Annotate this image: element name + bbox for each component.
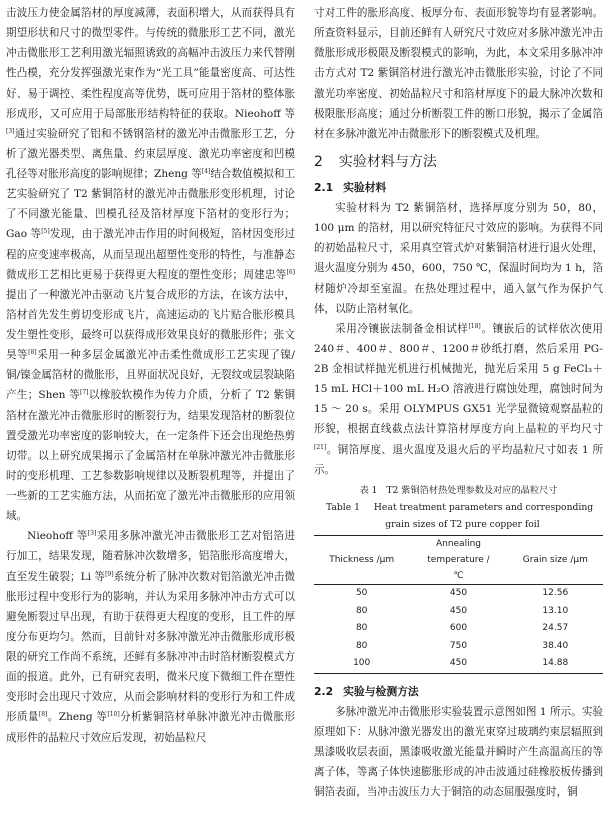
right-column (314, 3, 603, 802)
citation-ref: [5] (41, 228, 50, 236)
citation-ref: [3] (6, 127, 15, 135)
subsection-heading (314, 178, 603, 198)
table-cell: 100 (353, 658, 371, 669)
table-title-line2: grain sizes of T2 pure copper foil (385, 518, 540, 530)
table-label: Table 1 (326, 501, 360, 513)
citation-ref: [8] (28, 349, 37, 357)
table-row (314, 655, 603, 673)
table-header: Thickness /μm (329, 554, 395, 565)
paragraph: Nieohoff 等[3]采用多脉冲激光冲击微胀形工艺对铝箔进行加工，结果发现，随着脉冲次数增多，铝箔胀形高度增大，直至发生破裂；Li 等[9]系统分析了脉冲次数对铝箔激光冲击微胀形过程中变形行为的影响，并认为采用多脉冲冲击方式可以避免断裂过早出现，有助于获得更大程度的变形，且工件的厚度分布更均匀。然而，目前针对多脉冲激光冲击微胀形成形极限的研究工作尚不系统，还鲜有多脉冲冲击时箔材断裂模式方面的报道。此外，已有研究表明，微米尺度下微细工件在塑性变形时会出现尺寸效应，从而会影响材料的变形行为和工件成形质量[8]。Zheng 等[10]分析紫铜箔材单脉冲激光冲击微胀形成形件的晶粒尺寸效应后发现，初始晶粒尺 (6, 530, 295, 744)
table-cell: 450 (449, 658, 468, 669)
citation-ref: [8] (38, 711, 48, 719)
table-caption-en (314, 499, 603, 533)
paragraph: 实验材料为 T2 紫铜箔材，选择厚度分别为 50，80，100 μm 的箔材，用以研究特征尺寸效应的影响。为获得不同的初始晶粒尺寸，采用真空管式炉对紫铜箔材进行退火处理，退火温度分别为 450，600，750 ℃，保温时间均为 1 h，箔材随炉冷却至室温。在热处理过程中，通入氩气作为保护气体，以防止箔材氧化。 (314, 202, 603, 315)
table-cell: 450 (449, 588, 468, 599)
table-label: 表 1 (359, 484, 378, 496)
citation-ref: [6] (286, 268, 295, 276)
citation-ref: [3] (87, 530, 97, 538)
table-cell: 24.57 (542, 623, 569, 634)
table-title-line1: Heat treatment parameters and corresponding (373, 501, 594, 513)
subsection-heading (314, 682, 603, 702)
table-cell: 750 (449, 640, 468, 651)
table-header-row (314, 535, 603, 584)
table-cell: 600 (449, 623, 468, 634)
table-row (314, 620, 603, 638)
citation-ref: [9] (105, 570, 114, 578)
table-cell: 13.10 (542, 605, 569, 616)
left-column (6, 3, 295, 748)
section-number: 2 (314, 153, 323, 170)
table-cell: 50 (355, 588, 368, 599)
paragraph: 多脉冲激光冲击微胀形实验装置示意图如图 1 所示。实验原理如下：从脉冲激光器发出的激光束穿过玻璃约束层辐照到黑漆吸收层表面，黑漆吸收激光能量并瞬时产生高温高压的等离子体，等离子体快速膨胀形成的冲击波通过硅橡胶板传播到铜箔表面，当冲击波压力大于铜箔的动态屈服强度时，铜 (314, 705, 603, 799)
table-cell: 80 (355, 623, 368, 634)
table-header: Grain size /μm (522, 554, 588, 565)
table-cell: 12.56 (542, 588, 569, 599)
table-cell: 450 (449, 605, 468, 616)
paragraph: 击波压力使金属箔材的厚度减薄，表面积增大，从而获得具有期望形状和尺寸的微型零件。与传统的微胀形工艺不同，激光冲击微胀形工艺利用激光辐照诱致的高幅冲击波压力来代替刚性凸模，充分发挥强激光束作为“光工具”能量密度高、可达性好、易于调控、柔性程度高等优势，既可应用于箔材的整体胀形成形，又可应用于局部胀形结构特征的获取。Nieohoff 等[3]通过实验研究了铝和不锈钢箔材的激光冲击微胀形工艺，分析了激光器类型、离焦量、约束层厚度、激光功率密度和凹模孔径等对胀形高度的影响规律；Zheng 等[4]结合数值模拟和工艺实验研究了 T2 紫铜箔材的激光冲击微胀形变形机理，讨论了不同激光能量、凹模孔径及箔材厚度下箔材的变形行为；Gao 等[5]发现，由于激光冲击作用的时间极短，箔材因变形过程的应变速率极高，从而呈现出超塑性变形的特性，与准静态微成形工艺相比更易于获得更大程度的塑性变形；周建忠等[6]提出了一种激光冲击驱动飞片复合成形的方法，在该方法中，箔材首先发生剪切变形成飞片，高速运动的飞片贴合胀形模具发生塑性变形，最终可以获得成形效果良好的微胀形件；张文昊等[8]采用一种多层金属激光冲击柔性微成形工艺实现了镍/铜/镍金属箔材的微胀形，且界面状况良好，无裂纹或层裂缺陷产生；Shen 等[7]以橡胶软模作为传力介质，分析了 T2 紫铜箔材在激光冲击微胀形时的断裂行为，结果发现箔材的断裂位置受激光功率密度的影响较大，在一定条件下还会出现绝热剪切带。以上研究成果揭示了金属箔材在单脉冲激光冲击微胀形时的变形机理、工艺参数影响规律以及断裂机理等，并提出了一些新的工艺实施方法，从而拓宽了激光冲击微胀形的应用领域。 (6, 7, 296, 523)
table-row (314, 602, 603, 620)
table-cell: 14.88 (542, 658, 569, 669)
citation-ref: [21] (314, 443, 327, 451)
table-row (314, 638, 603, 656)
citation-ref: [7] (80, 389, 89, 397)
table-cell: 38.40 (542, 640, 569, 651)
paragraph: 寸对工件的胀形高度、板厚分布、表面形貌等均有显著影响。所查资料显示，目前还鲜有人研究尺寸效应对多脉冲激光冲击微胀形成形极限及断裂模式的影响，为此，本文采用多脉冲冲击方式对 T2 紫铜箔材进行激光冲击微胀形实验，讨论了不同激光功率密度、初始晶粒尺寸和箔材厚度下的最大脉冲次数和极限胀形高度；通过分析断裂工件的断口形貌，揭示了金属箔材在多脉冲激光冲击微胀形下的断裂模式及机理。 (314, 7, 603, 140)
citation-ref: [18] (468, 322, 481, 330)
table-row (314, 584, 603, 602)
citation-ref: [10] (107, 711, 120, 719)
table-header: Annealing temperature /℃ (427, 538, 490, 581)
subsection-number: 2.2 (314, 684, 334, 698)
citation-ref: [4] (201, 168, 211, 175)
subsection-title: 实验与检测方法 (343, 684, 419, 698)
subsection-title: 实验材料 (343, 180, 387, 194)
subsection-number: 2.1 (314, 180, 334, 194)
section-title: 实验材料与方法 (338, 153, 437, 170)
data-table (314, 535, 603, 674)
table-caption-cn (314, 482, 603, 499)
table-cell: 80 (355, 605, 368, 616)
table-title: T2 紫铜箔材热处理参数及对应的晶粒尺寸 (386, 484, 558, 496)
section-heading (314, 152, 603, 172)
paragraph: 采用冷镶嵌法制备金相试样[18]。镶嵌后的试样依次使用 240＃、400＃、800＃、1200＃砂纸打磨，然后采用 PG-2B 金相试样抛光机进行机械抛光，抛光后采用 5 g FeCl₃＋15 mL HCl＋100 mL H₂O 溶液进行腐蚀处理，腐蚀时间为 15 ～ 20 s。采用 OLYMPUS GX51 光学显微镜观察晶粒的形貌，根据直线截点法计算箔材厚度方向上晶粒的平均尺寸[21]。铜箔厚度、退火温度及退火后的平均晶粒尺寸如表 1 所示。 (314, 322, 603, 476)
table-cell: 80 (355, 640, 368, 651)
